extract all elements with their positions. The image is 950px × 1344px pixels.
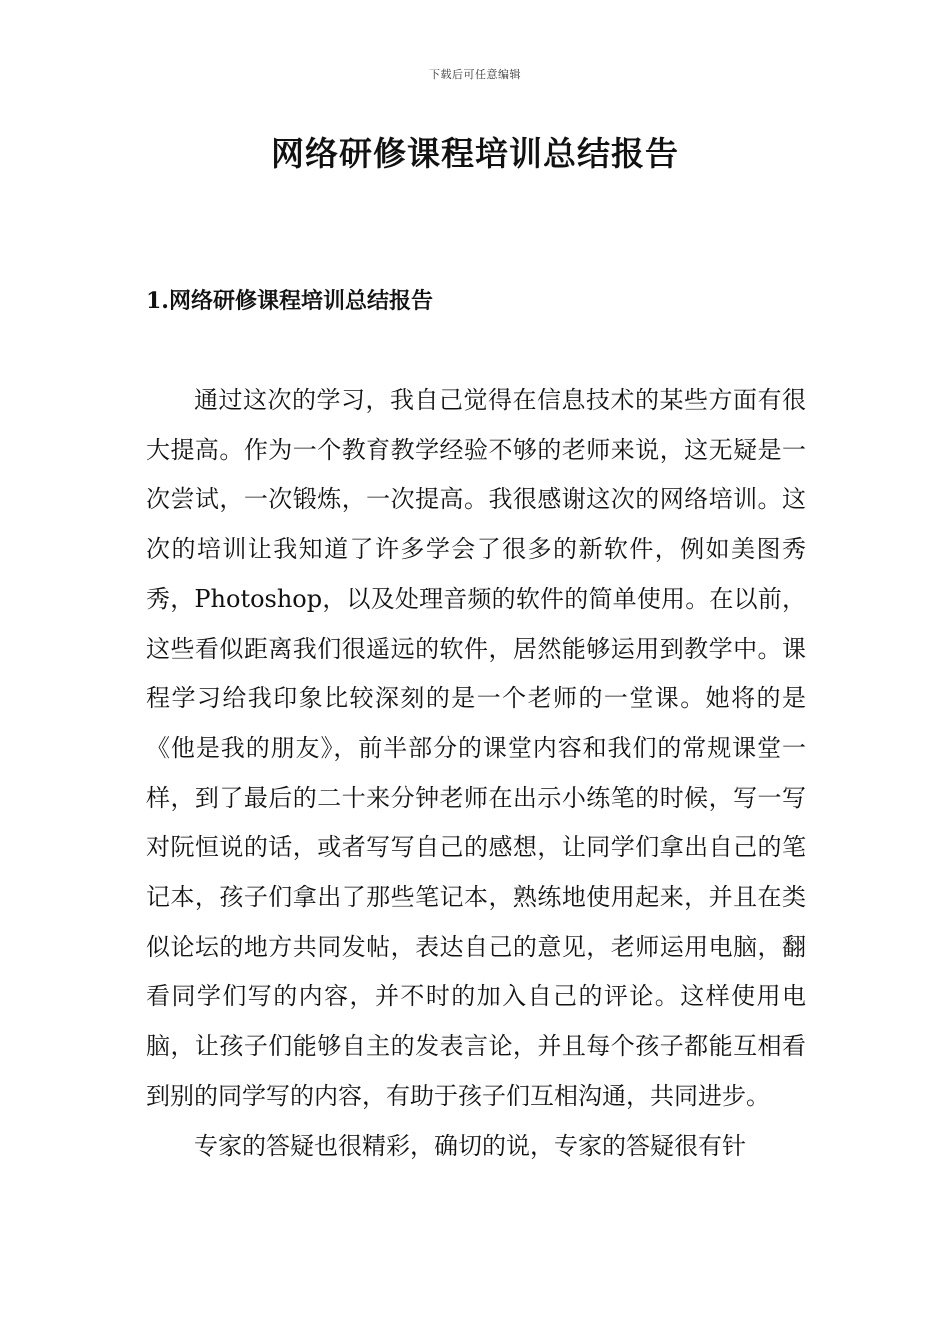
header-note: 下载后可任意编辑 xyxy=(429,68,521,81)
paragraph-2: 专家的答疑也很精彩，确切的说，专家的答疑很有针 xyxy=(194,1131,746,1160)
document-title: 网络研修课程培训总结报告 xyxy=(271,134,679,173)
body-text xyxy=(146,376,806,1171)
section-heading: 1.网络研修课程培训总结报告 xyxy=(146,288,433,314)
paragraph-1: 通过这次的学习，我自己觉得在信息技术的某些方面有很大提高。作为一个教育教学经验不够的老师来说，这无疑是一次尝试，一次锻炼，一次提高。我很感谢这次的网络培训。这次的培训让我知道了许多学会了很多的新软件，例如美图秀秀，Photoshop，以及处理音频的软件的简单使用。在以前，这些看似距离我们很遥远的软件，居然能够运用到教学中。课程学习给我印象比较深刻的是一个老师的一堂课。她将的是《他是我的朋友》，前半部分的课堂内容和我们的常规课堂一样，到了最后的二十来分钟老师在出示小练笔的时候，写一写对阮恒说的话，或者写写自己的感想，让同学们拿出自己的笔记本，孩子们拿出了那些笔记本，熟练地使用起来，并且在类似论坛的地方共同发帖，表达自己的意见，老师运用电脑，翻看同学们写的内容，并不时的加入自己的评论。这样使用电脑，让孩子们能够自主的发表言论，并且每个孩子都能互相看到别的同学写的内容，有助于孩子们互相沟通，共同进步。 xyxy=(146,386,806,1110)
